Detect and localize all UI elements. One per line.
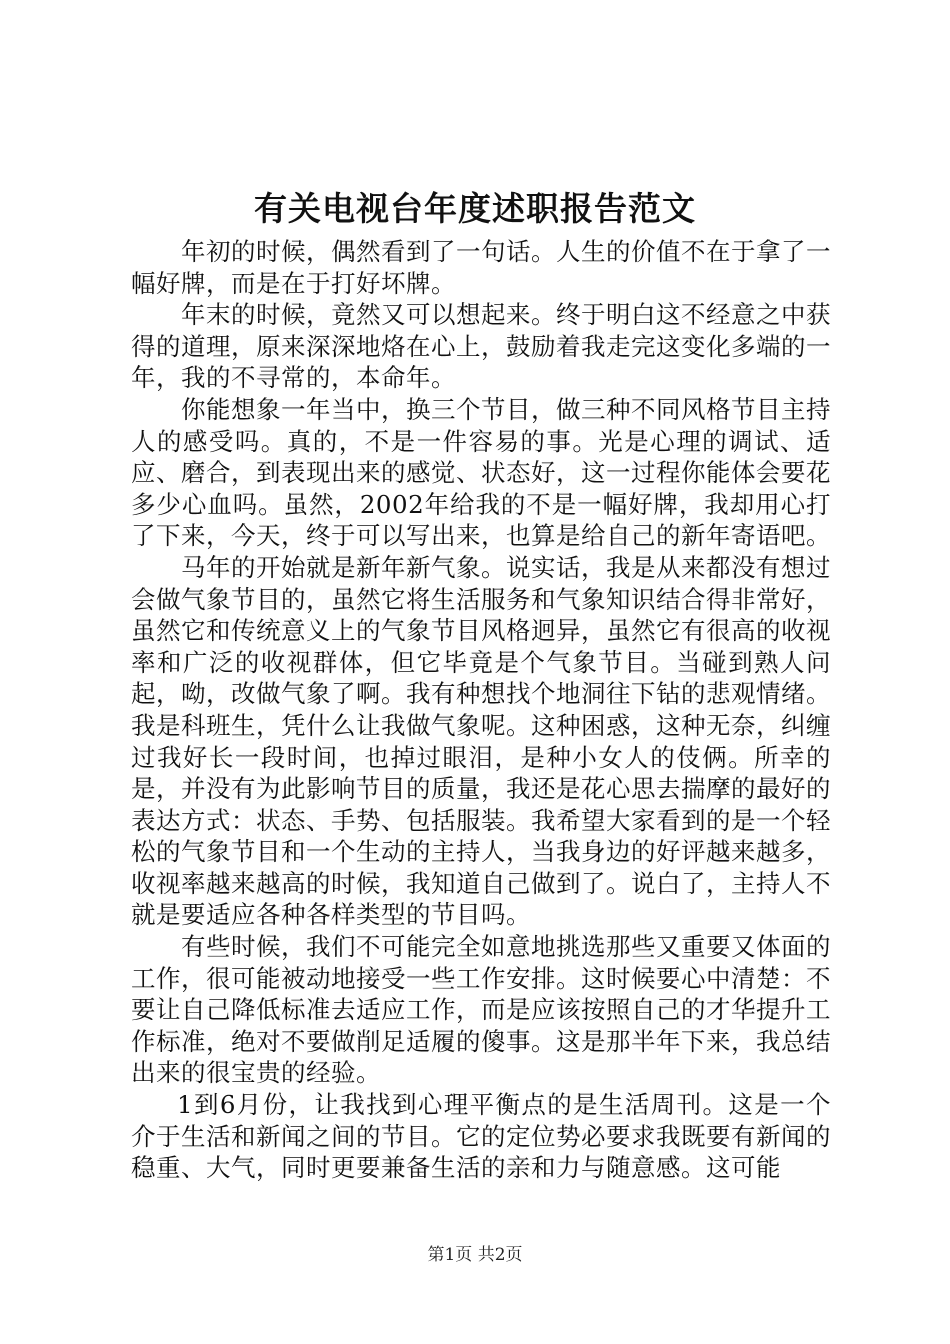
paragraph-4: 马年的开始就是新年新气象。说实话，我是从来都没有想过会做气象节目的，虽然它将生活服务和气象知识结合得非常好，虽然它和传统意义上的气象节目风格迥异，虽然它有很高的收视率和广泛的收视群体，但它毕竟是个气象节目。当碰到熟人问起，呦，改做气象了啊。我有种想找个地洞往下钻的悲观情绪。我是科班生，凭什么让我做气象呢。这种困惑，这种无奈，纠缠过我好长一段时间，也掉过眼泪，是种小女人的伎俩。所幸的是，并没有为此影响节目的质量，我还是花心思去揣摩的最好的表达方式：状态、手势、包括服装。我希望大家看到的是一个轻松的气象节目和一个生动的主持人，当我身边的好评越来越多，收视率越来越高的时候，我知道自己做到了。说白了，主持人不就是要适应各种各样类型的节目吗。	[131, 552, 831, 930]
page-number: 第1页	[427, 1245, 473, 1265]
document-body	[131, 236, 831, 1184]
paragraph-1: 年初的时候，偶然看到了一句话。人生的价值不在于拿了一幅好牌，而是在于打好坏牌。	[131, 237, 831, 298]
paragraph-5: 有些时候，我们不可能完全如意地挑选那些又重要又体面的工作，很可能被动地接受一些工作安排。这时候要心中清楚：不要让自己降低标准去适应工作，而是应该按照自己的才华提升工作标准，绝对不要做削足适履的傻事。这是那半年下来，我总结出来的很宝贵的经验。	[131, 932, 831, 1088]
paragraph-3: 你能想象一年当中，换三个节目，做三种不同风格节目主持人的感受吗。真的，不是一件容易的事。光是心理的调试、适应、磨合，到表现出来的感觉、状态好，这一过程你能体会要花多少心血吗。虽然，2002年给我的不是一幅好牌，我却用心打了下来，今天，终于可以写出来，也算是给自己的新年寄语吧。	[131, 394, 831, 551]
paragraph-2: 年末的时候，竟然又可以想起来。终于明白这不经意之中获得的道理，原来深深地烙在心上，鼓励着我走完这变化多端的一年，我的不寻常的，本命年。	[131, 300, 831, 393]
document-title: 有关电视台年度述职报告范文	[254, 189, 696, 228]
paragraph-6: 1到6月份，让我找到心理平衡点的是生活周刊。这是一个介于生活和新闻之间的节目。它的定位势必要求我既要有新闻的稳重、大气，同时更要兼备生活的亲和力与随意感。这可能	[131, 1090, 831, 1183]
page-total: 共2页	[477, 1245, 523, 1265]
page-footer	[0, 1244, 950, 1266]
